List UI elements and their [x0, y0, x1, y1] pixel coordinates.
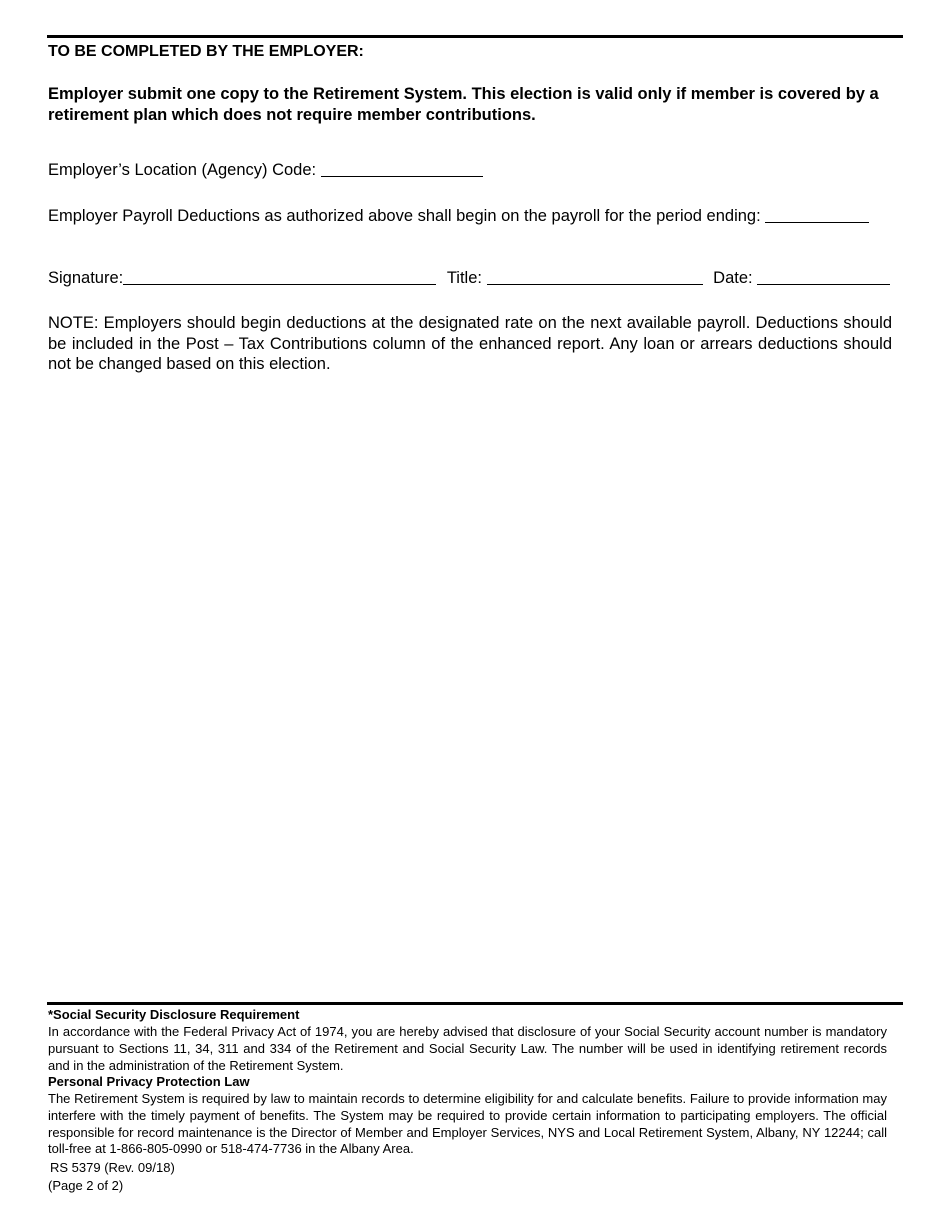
title-label: Title: [446, 269, 482, 287]
date-label: Date: [713, 269, 753, 287]
signature-field[interactable] [123, 270, 436, 285]
form-number: RS 5379 (Rev. 09/18) [50, 1160, 175, 1175]
signature-label: Signature: [48, 269, 124, 287]
location-code-field[interactable] [321, 162, 483, 177]
ssn-disclosure-text: In accordance with the Federal Privacy Act of 1974, you are hereby advised that disclosure of your Social Security account number is mandatory pursuant to Sections 11, 34, 311 and 334 of the Retirement and Social Security Law. The number will be used in identifying retirement records and in the administration of the Retirement System. [48, 1024, 887, 1073]
footer-rule [47, 1002, 903, 1005]
page-number: (Page 2 of 2) [48, 1178, 124, 1193]
signature-row [48, 269, 890, 288]
privacy-law-text: The Retirement System is required by law to maintain records to determine eligibility for and calculate benefits. Failure to provide information may interfere with the timely payment of benefits. The System may be required to provide certain information to participating employers. The official responsible for record maintenance is the Director of Member and Employer Services, NYS and Local Retirement System, Albany, NY 12244; call toll-free at 1-866-805-0990 or 518-474-7736 in the Albany Area. [48, 1091, 887, 1157]
employer-instruction: Employer submit one copy to the Retirement System. This election is valid only if member is covered by a retirement plan which does not require member contributions. [48, 85, 879, 124]
title-field[interactable] [487, 270, 703, 285]
payroll-start-label: Employer Payroll Deductions as authorized above shall begin on the payroll for the period ending: [48, 207, 761, 225]
location-code-row [48, 161, 483, 180]
date-field[interactable] [757, 270, 890, 285]
payroll-period-ending-field[interactable] [765, 208, 869, 223]
employer-section-heading: TO BE COMPLETED BY THE EMPLOYER: [48, 43, 364, 60]
privacy-law-title: Personal Privacy Protection Law [48, 1074, 250, 1089]
payroll-start-row [48, 207, 869, 226]
top-rule [47, 35, 903, 38]
ssn-disclosure-title: *Social Security Disclosure Requirement [48, 1007, 300, 1022]
location-code-label: Employer’s Location (Agency) Code: [48, 161, 317, 179]
employer-note: NOTE: Employers should begin deductions at the designated rate on the next available payroll. Deductions should be included in the Post – Tax Contributions column of the enhanced report. Any loan or arrears deductions should not be changed based on this election. [48, 314, 892, 373]
